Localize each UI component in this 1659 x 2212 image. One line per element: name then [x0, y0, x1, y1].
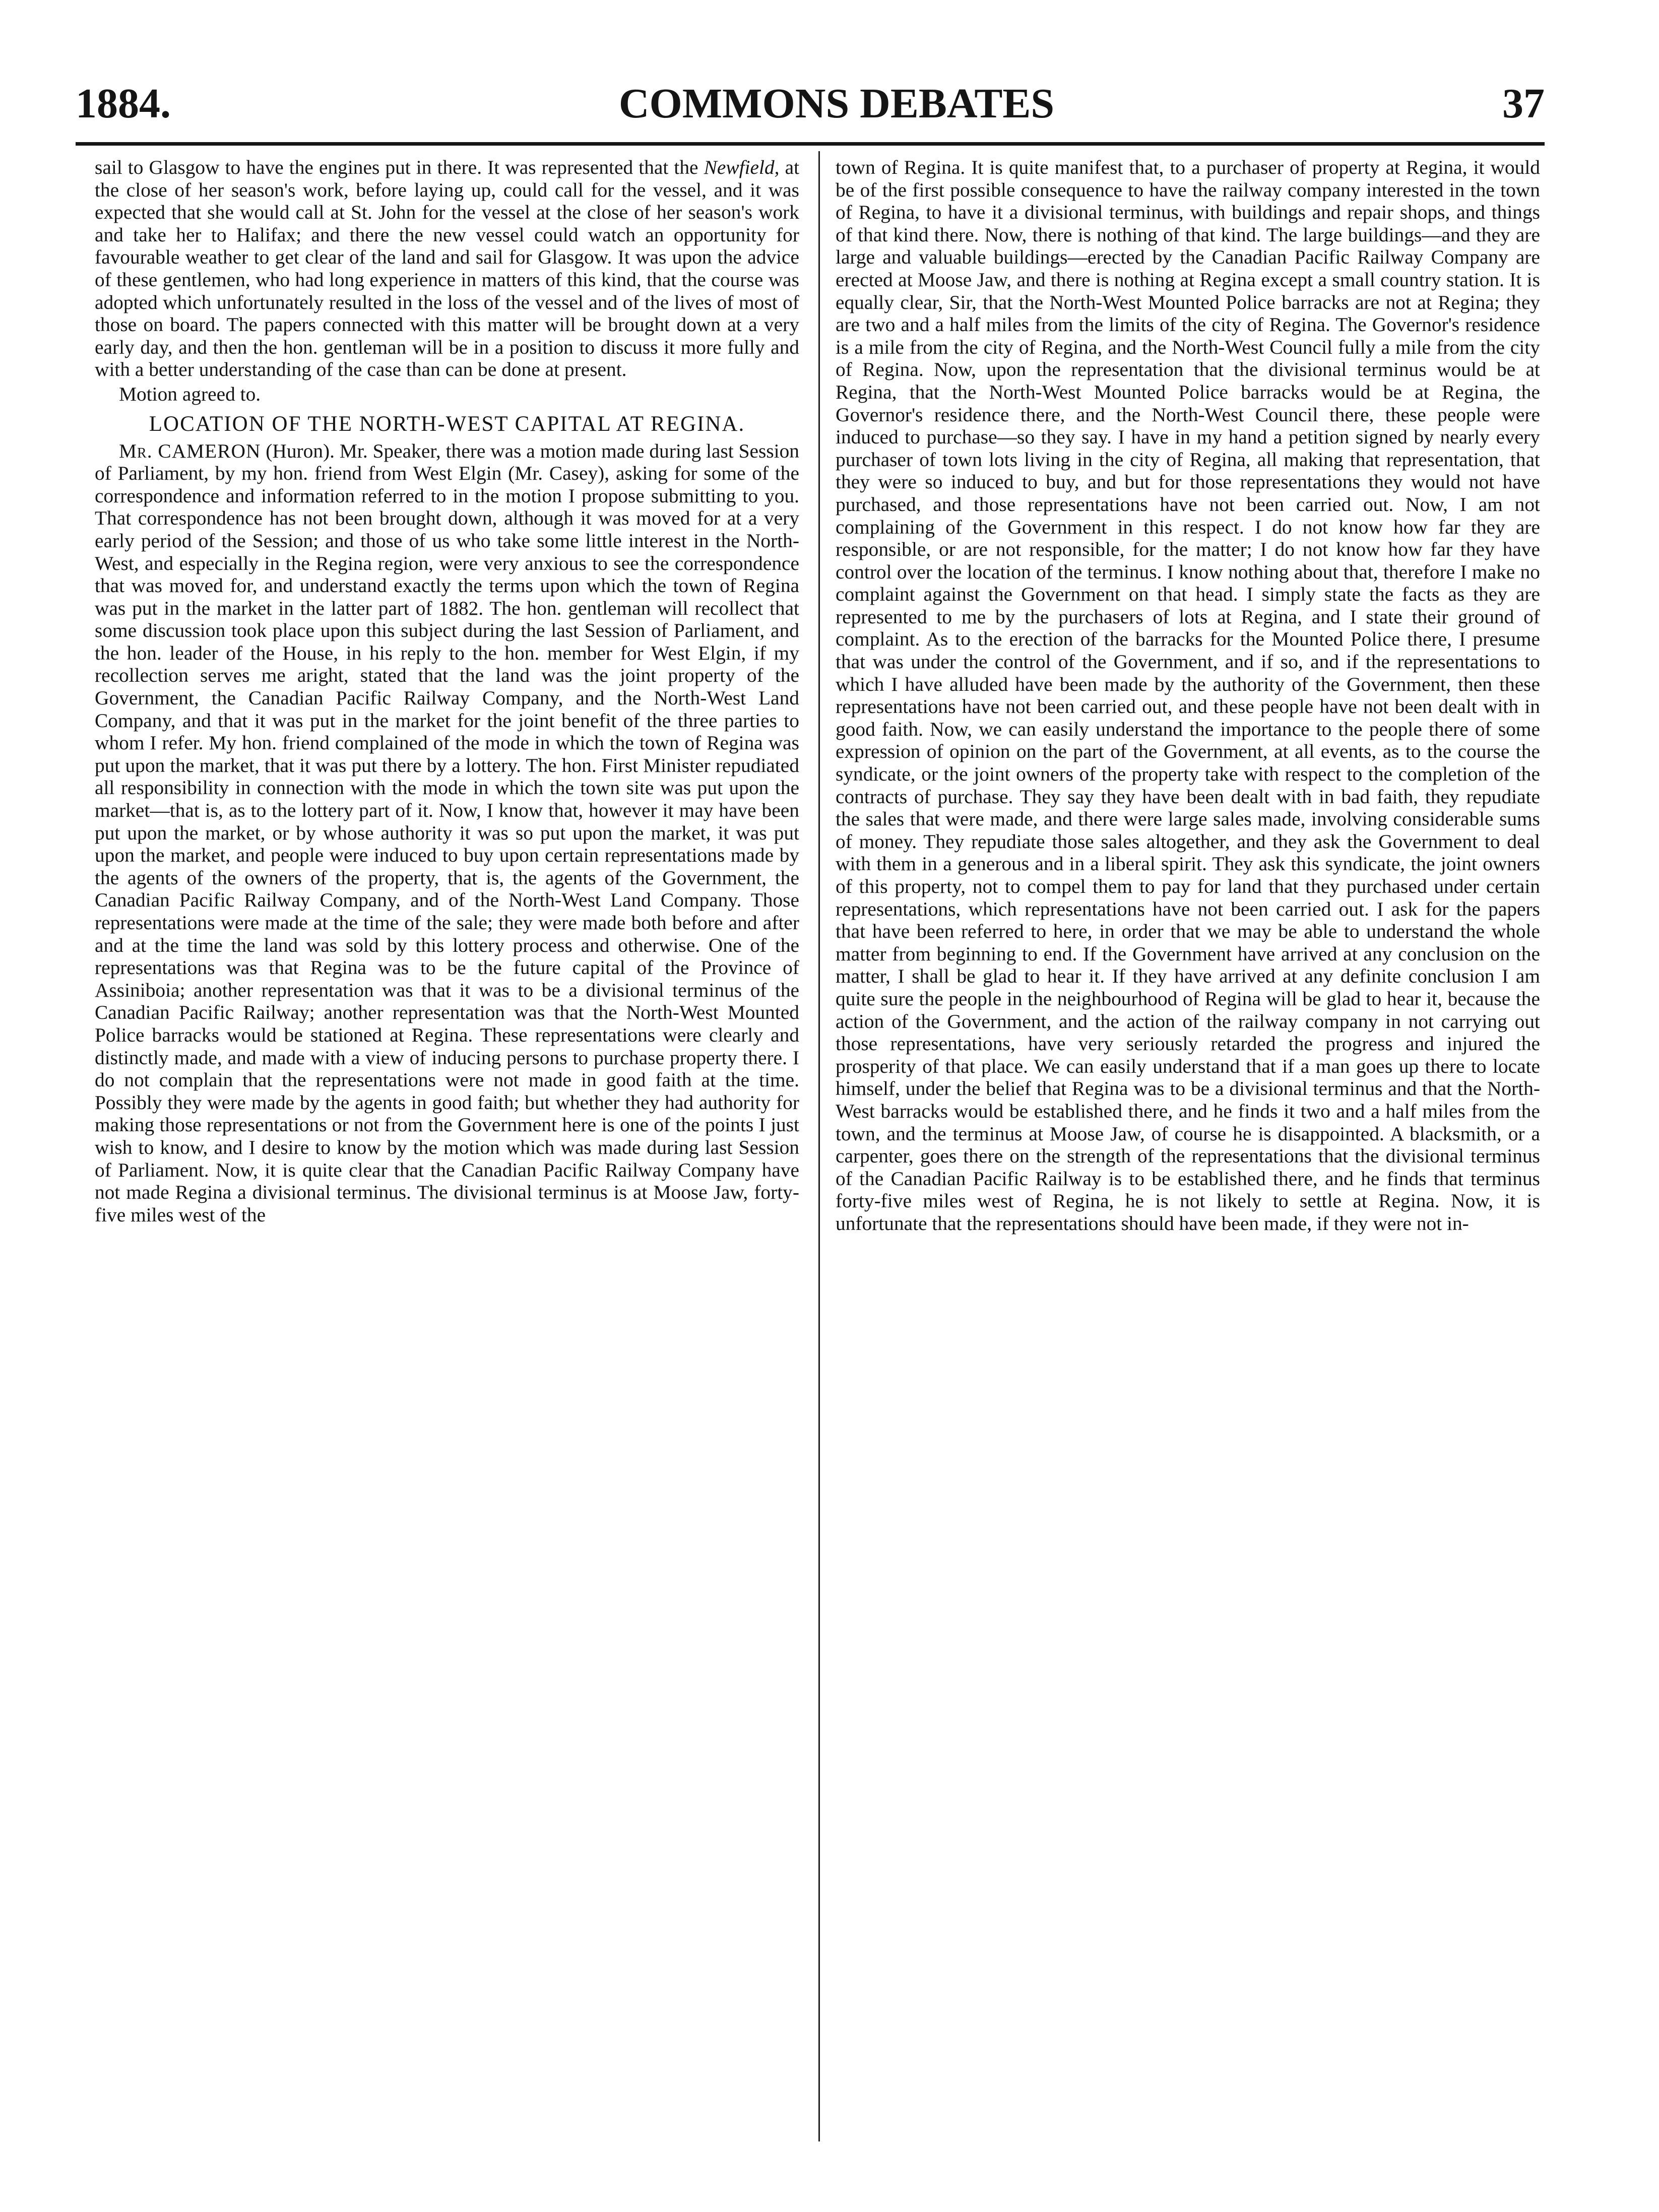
text-run: (Huron). Mr. Speaker, there was a motion made during last Session of Parliament, by my hon. friend from West Elgin (Mr. Casey), asking for some of the correspondence and information referred to in the motion I propose submitting to you. That correspondence has not been brought down, although it was moved for at a very early period of the Session; and those of us who take some little interest in the North-West, and especially in the Regina region, were very anxious to see the correspondence that was moved for, and understand exactly the terms upon which the town of Regina was put in the market in the latter part of 1882. The hon. gentleman will recollect that some discussion took place upon this subject during the last Session of Parliament, and the hon. leader of the House, in his reply to the hon. member for West Elgin, if my recollection serves me aright, stated that the land was the joint property of the Government, the Canadian Pacific Railway Company, and the North-West Land Company, and that it was put in the market for the joint benefit of the three parties to whom I refer. My hon. friend complained of the mode in which the town of Regina was put upon the market, that it was put there by a lottery. The hon. First Minister repudiated all responsibility in connection with the mode in which the town site was put upon the market—that is, as to the lottery part of it. Now, I know that, however it may have been put upon the market, or by whose authority it was so put upon the market, it was put upon the market, and people were induced to buy upon certain representations made by the agents of the owners of the property, that is, the agents of the Government, the Canadian Pacific Railway Company, and of the North-West Land Company. Those representations were made at the time of the sale; they were made both before and after and at the time the land was sold by this lottery process and otherwise. One of the representations was that Regina was to be the future capital of the Province of Assiniboia; another representation was that it was to be a divisional terminus of the Canadian Pacific Railway; another representation was that the North-West Mounted Police barracks would be stationed at Regina. These representations were clearly and distinctly made, and made with a view of inducing persons to purchase property there. I do not complain that the representations were not made in good faith at the time. Possibly they were made by the agents in good faith; but whether they had authority for making those representations or not from the Government here is one of the points I just wish to know, and I desire to know by the motion which was made during last Session of Parliament. Now, it is quite clear that the Canadian Pacific Railway Company have not made Regina a divisional terminus. The divisional terminus is at Moose Jaw, forty-five miles west of the: [95, 439, 799, 1226]
left-paragraph-2: [95, 440, 799, 1226]
left-paragraph-1: [95, 156, 799, 381]
ship-name: Newfield,: [704, 156, 780, 178]
header-page-number: 37: [1502, 80, 1545, 127]
motion-line: Motion agreed to.: [119, 382, 261, 405]
speaker-name: Mr. CAMERON: [119, 439, 261, 462]
text-run: sail to Glasgow to have the engines put in there. It was represented that the: [95, 156, 704, 178]
right-paragraph-1: town of Regina. It is quite manifest that, to a purchaser of property at Regina, it would be of the first possible consequence to have the railway company interested in the town of Regina, to have it a divisional terminus, with buildings and repair shops, and things of that kind there. Now, there is nothing of that kind. The large buildings—and they are large and valuable buildings—erected by the Canadian Pacific Railway Company are erected at Moose Jaw, and there is nothing at Regina except a small country station. It is equally clear, Sir, that the North-West Mounted Police barracks are not at Regina; they are two and a half miles from the limits of the city of Regina. The Governor's residence is a mile from the city of Regina, and the North-West Council fully a mile from the city of Regina. Now, upon the representation that the divisional terminus would be at Regina, that the North-West Mounted Police barracks would be at Regina, the Governor's residence there, and the North-West Council there, these people were induced to purchase—so they say. I have in my hand a petition signed by nearly every purchaser of town lots living in the city of Regina, all making that representation, that they were so induced to buy, and but for those representations they would not have purchased, and those representations have not been carried out. Now, I am not complaining of the Government in this respect. I do not know how far they are responsible, or are not responsible, for the matter; I do not know how far they have control over the location of the terminus. I know nothing about that, therefore I make no complaint against the Government on that head. I simply state the facts as they are represented to me by the purchasers of lots at Regina, and I state their ground of complaint. As to the erection of the barracks for the Mounted Police there, I presume that was under the control of the Government, and if so, and if the representations to which I have alluded have been made by the authority of the Government, then these representations have not been carried out, and these people have not been dealt with in good faith. Now, we can easily understand the importance to the people there of some expression of opinion on the part of the Government, at all events, as to the course the syndicate, or the joint owners of the property take with respect to the completion of the contracts of purchase. They say they have been dealt with in bad faith, they repudiate the sales that were made, and there were large sales made, involving considerable sums of money. They repudiate those sales altogether, and they ask the Government to deal with them in a generous and in a liberal spirit. They ask this syndicate, the joint owners of this property, not to compel them to pay for land that they purchased under certain representations, which representations have not been carried out. I ask for the papers that have been referred to here, in order that we may be able to understand the whole matter from beginning to end. If the Government have arrived at any conclusion on the matter, I shall be glad to hear it. If they have arrived at any definite conclusion I am quite sure the people in the neighbourhood of Regina will be glad to hear it, because the action of the Government, and the action of the railway company in not carrying out those representations, have very seriously retarded the progress and injured the prosperity of that place. We can easily understand that if a man goes up there to locate himself, under the belief that Regina was to be a divisional terminus and that the North-West barracks would be established there, and he finds it two and a half miles from the town, and the terminus at Moose Jaw, of course he is disappointed. A blacksmith, or a carpenter, goes there on the strength of the representations that the divisional terminus of the Canadian Pacific Railway is to be established there, and he finds that terminus forty-five miles west of Regina, he is not likely to settle at Regina. Now, it is unfortunate that the representations should have been made, if they were not in-: [836, 156, 1540, 1234]
text-run: at the close of her season's work, before laying up, could call for the vessel, and it was expected that she would call at St. John for the vessel at the close of her season's work and take her to Halifax; and there the new vessel could watch an opportunity for favourable weather to get clear of the land and sail for Glasgow. It was upon the advice of these gentlemen, who had long experience in matters of this kind, that the course was adopted which unfortunately resulted in the loss of the vessel and of the lives of most of those on board. The papers connected with this matter will be brought down at a very early day, and then the hon. gentleman will be in a position to discuss it more fully and with a better understanding of the case than can be done at present.: [95, 156, 799, 381]
header-rule: [76, 142, 1545, 146]
section-heading: LOCATION OF THE NORTH-WEST CAPITAL AT REGINA.: [149, 412, 745, 436]
column-divider: [818, 151, 820, 2141]
header-title: COMMONS DEBATES: [618, 80, 1055, 127]
page-header: [76, 76, 1545, 131]
header-year: 1884.: [76, 80, 171, 127]
right-column: [836, 156, 1540, 2136]
left-column: [95, 156, 799, 2136]
